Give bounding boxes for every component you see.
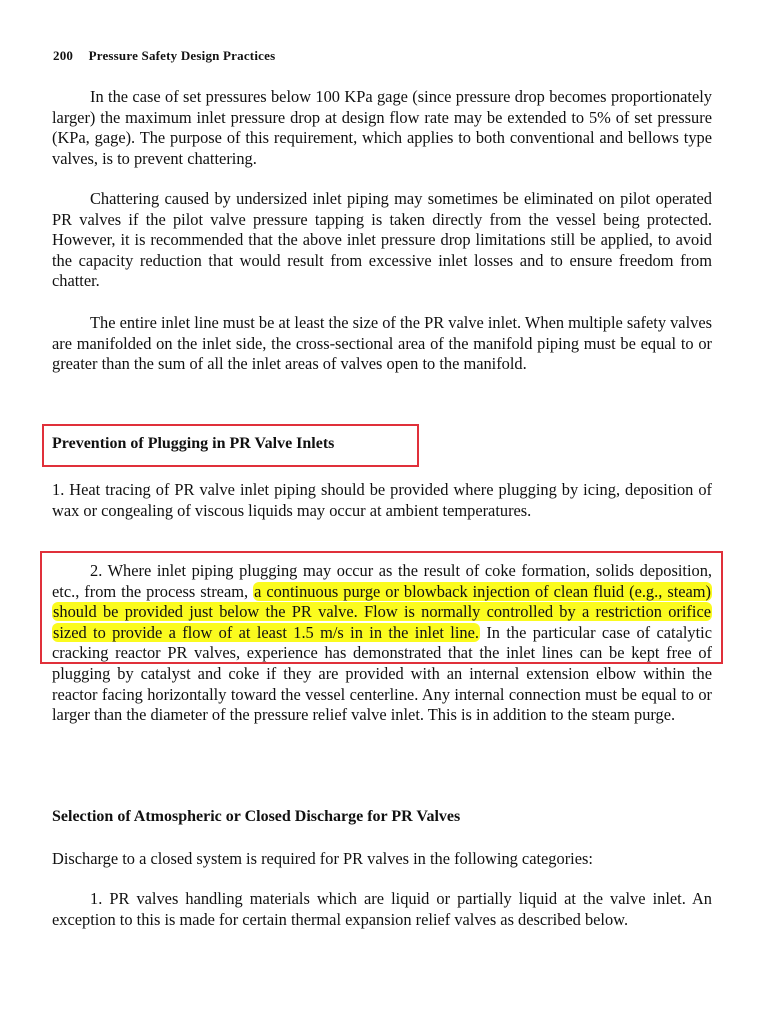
list-item-heat-tracing: 1. Heat tracing of PR valve inlet piping should be provided where plugging by icing, deposition of wax or congealing of viscous liquids may occur at ambient temperatures. (52, 480, 712, 520)
paragraph-low-set-pressure: In the case of set pressures below 100 KPa gage (since pressure drop becomes proportionately larger) the maximum inlet pressure drop at design flow rate may be extended to 5% of set pressure (KPa, gage). The purpose of this requirement, which applies to both conventional and bellows type valves, is to prevent chattering. (52, 87, 712, 168)
paragraph-discharge-intro: Discharge to a closed system is required for PR valves in the following categories: (52, 849, 593, 868)
running-head (53, 48, 275, 64)
section-heading-plugging: Prevention of Plugging in PR Valve Inlets (52, 435, 335, 452)
list-item-coke-formation: 2. Where inlet piping plugging may occur as the result of coke formation, solids deposition, etc., from the process stream, a continuous purge or blowback injection of clean fluid (e.g., steam) should be provided just below the PR valve. Flow is normally controlled by a restriction orifice sized to provide a flow of at least 1.5 m/s in in the inlet line. In the particular case of catalytic cracking reactor PR valves, experience has demonstrated that the inlet lines can be kept free of plugging by catalyst and coke if they are provided with an internal extension elbow within the reactor facing horizontally toward the vessel centerline. Any internal connection must be equal to or larger than the diameter of the pressure relief valve inlet. This is in addition to the steam purge. (52, 561, 712, 725)
list-item-liquid-valves: 1. PR valves handling materials which are liquid or partially liquid at the valve inlet. An exception to this is made for certain thermal expansion relief valves as described below. (52, 889, 712, 929)
section-heading-discharge: Selection of Atmospheric or Closed Discharge for PR Valves (52, 808, 461, 825)
paragraph-chattering: Chattering caused by undersized inlet piping may sometimes be eliminated on pilot operated PR valves if the pilot valve pressure tapping is taken directly from the vessel being protected. However, it is recommended that the above inlet pressure drop limitations still be applied, to avoid the capacity reduction that would result from excessive inlet losses and to ensure freedom from chatter. (52, 189, 712, 291)
paragraph-inlet-line-size: The entire inlet line must be at least the size of the PR valve inlet. When multiple safety valves are manifolded on the inlet side, the cross-sectional area of the manifold piping must be equal to or greater than the sum of all the inlet areas of valves open to the manifold. (52, 313, 712, 374)
page-number: 200 (53, 48, 74, 63)
running-head-title: Pressure Safety Design Practices (88, 48, 276, 63)
highlighted-text: a continuous purge or blowback injection of clean fluid (e.g., steam) should be provided just below the PR valve. Flow is normally controlled by a restriction orifice sized to provide a flow of at least 1.5 m/s in in the inlet line. (53, 581, 712, 642)
